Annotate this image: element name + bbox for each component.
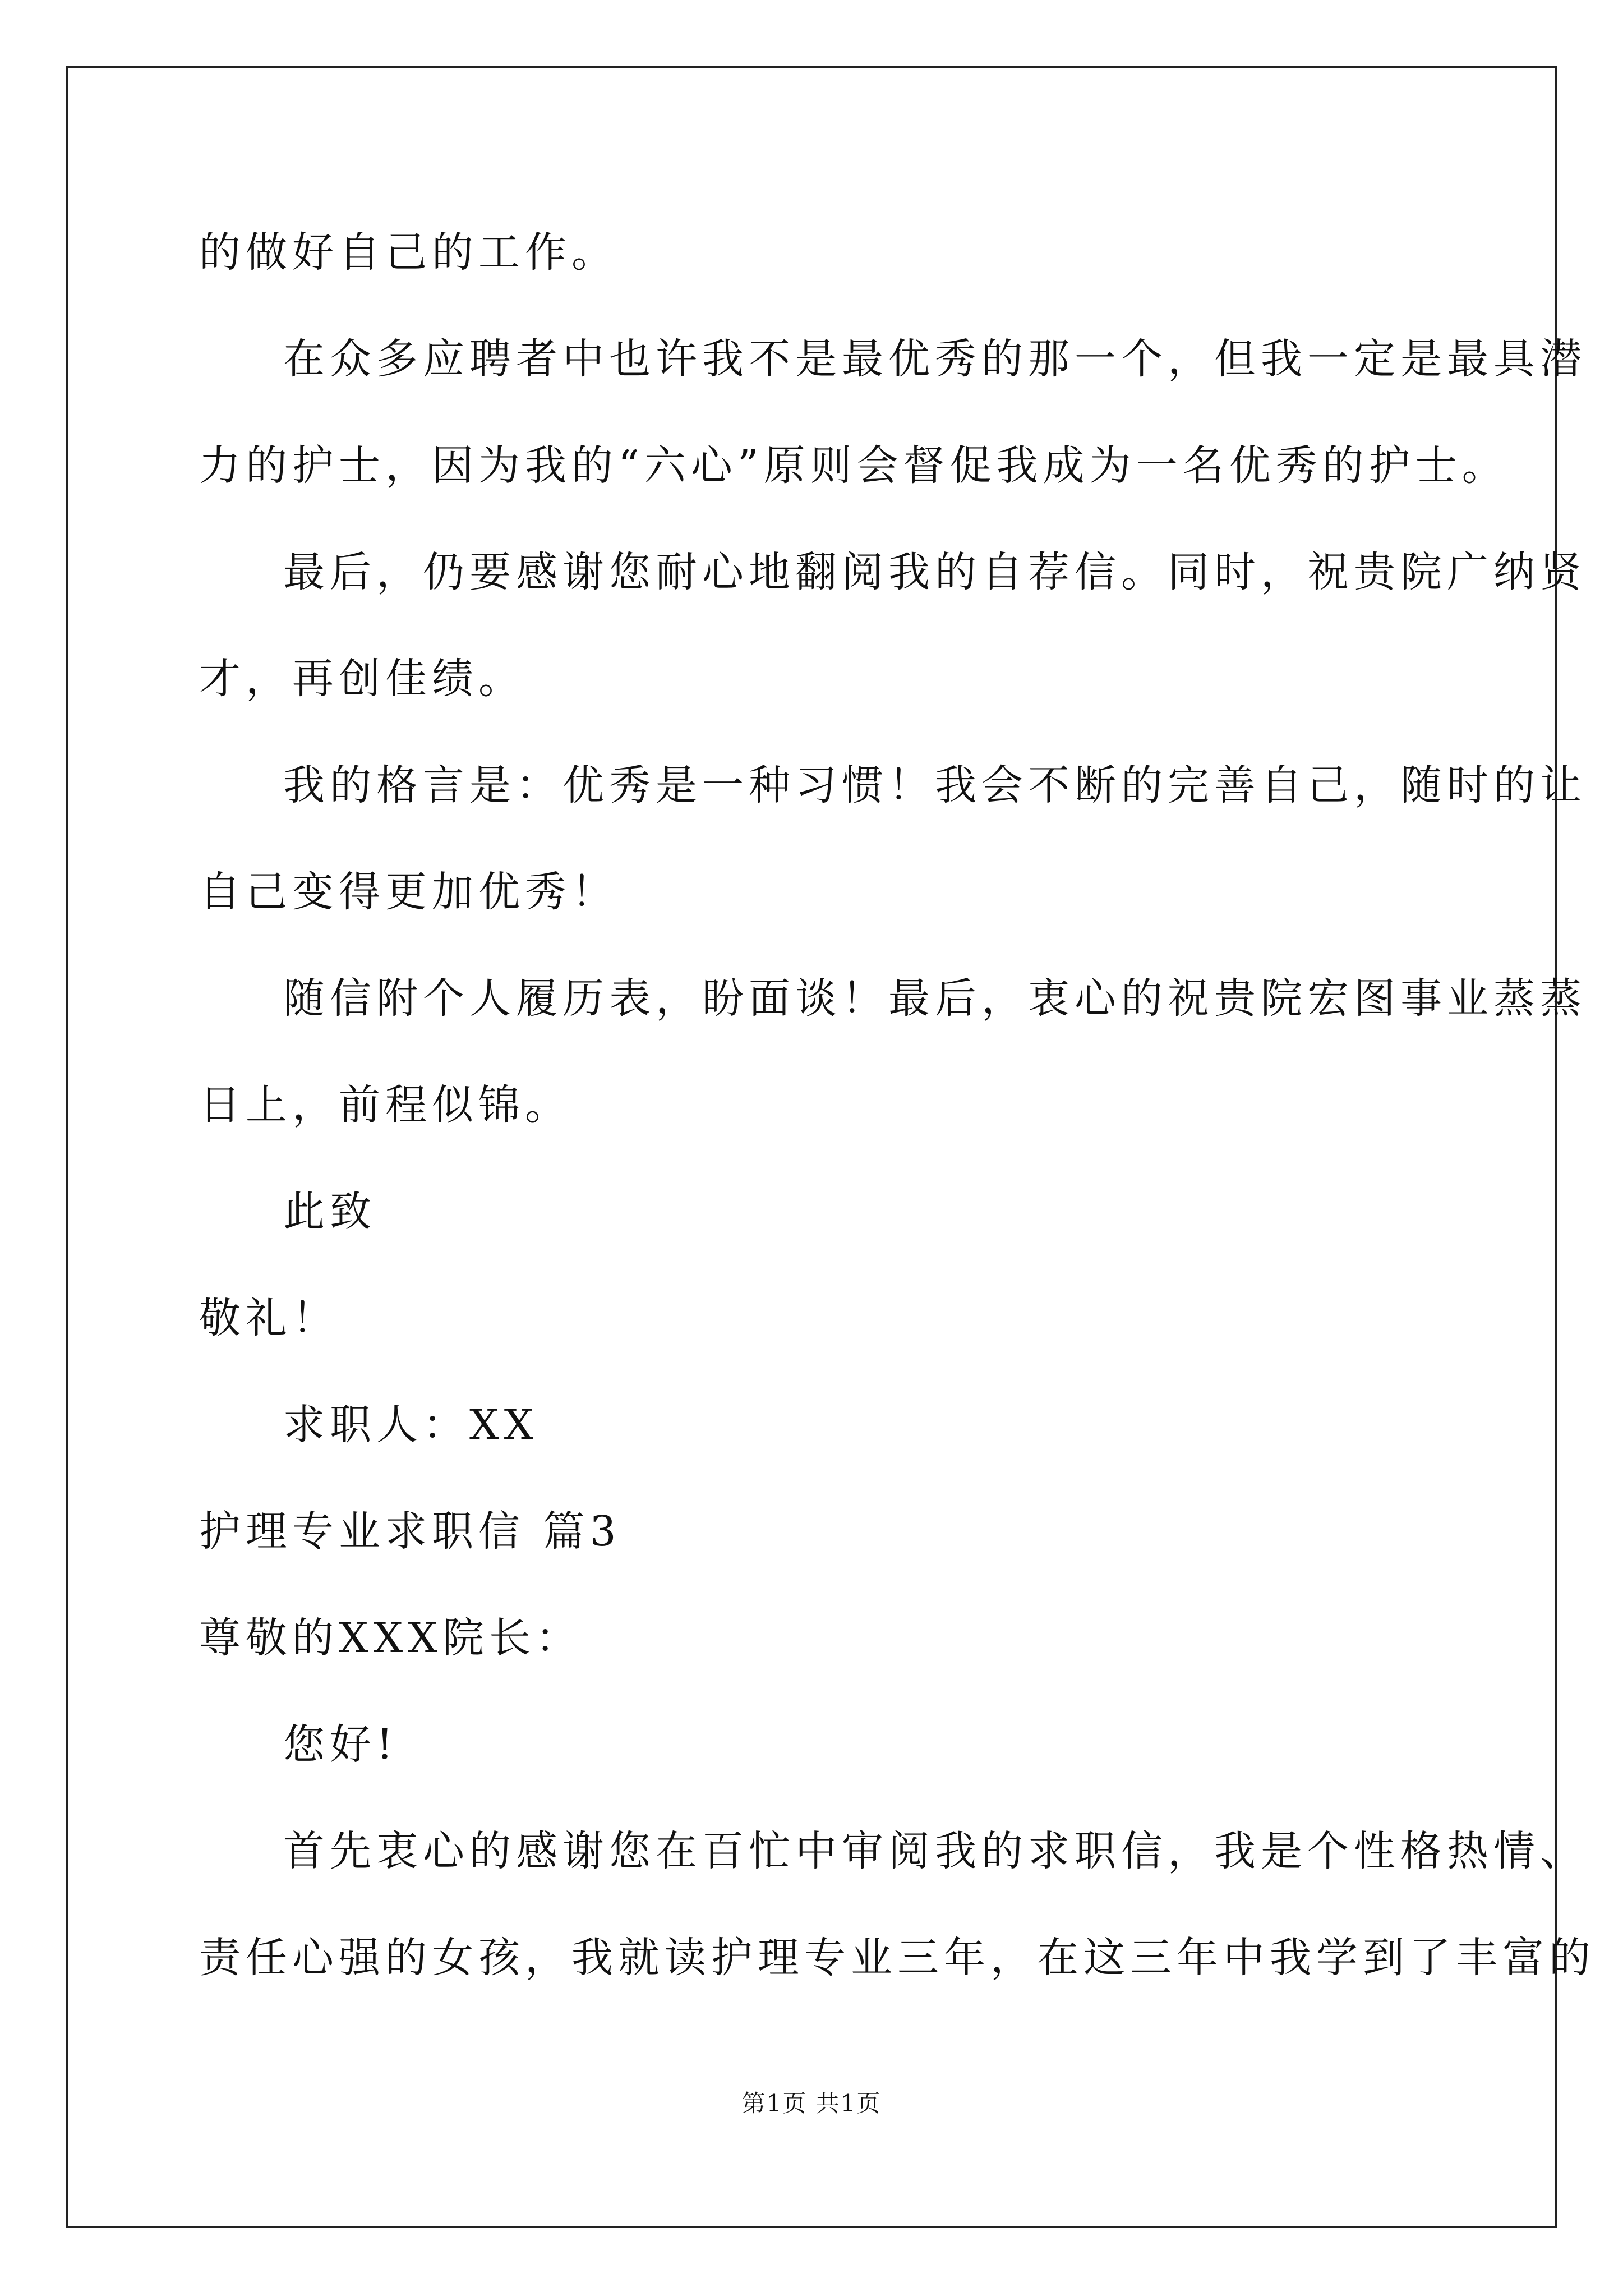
text-line: 力的护士，因为我的“六心”原则会督促我成为一名优秀的护士。 — [199, 441, 1509, 490]
greeting-recipient: 尊敬的XXX院长： — [199, 1614, 583, 1662]
signature-line: 求职人：XX — [283, 1401, 539, 1449]
page-border — [66, 66, 1557, 2228]
closing-regards: 敬礼！ — [199, 1294, 339, 1342]
text-line: 随信附个人履历表，盼面谈！最后，衷心的祝贵院宏图事业蒸蒸 — [283, 974, 1587, 1023]
page-footer: 第1页 共1页 — [741, 2090, 882, 2117]
text-line: 在众多应聘者中也许我不是最优秀的那一个，但我一定是最具潜 — [283, 335, 1587, 383]
text-line: 我的格言是：优秀是一种习惯！我会不断的完善自己，随时的让 — [283, 761, 1587, 809]
section-title: 护理专业求职信 篇3 — [199, 1507, 621, 1556]
text-line: 最后，仍要感谢您耐心地翻阅我的自荐信。同时，祝贵院广纳贤 — [283, 548, 1587, 596]
closing-salutation: 此致 — [283, 1188, 376, 1236]
text-line: 日上，前程似锦。 — [199, 1081, 571, 1129]
text-line: 自己变得更加优秀！ — [199, 868, 618, 916]
text-line: 的做好自己的工作。 — [199, 228, 618, 277]
text-line: 才，再创佳绩。 — [199, 655, 525, 703]
text-line: 责任心强的女孩，我就读护理专业三年，在这三年中我学到了丰富的 — [199, 1934, 1596, 1982]
text-line: 首先衷心的感谢您在百忙中审阅我的求职信，我是个性格热情、 — [283, 1827, 1587, 1875]
greeting: 您好! — [283, 1720, 398, 1769]
